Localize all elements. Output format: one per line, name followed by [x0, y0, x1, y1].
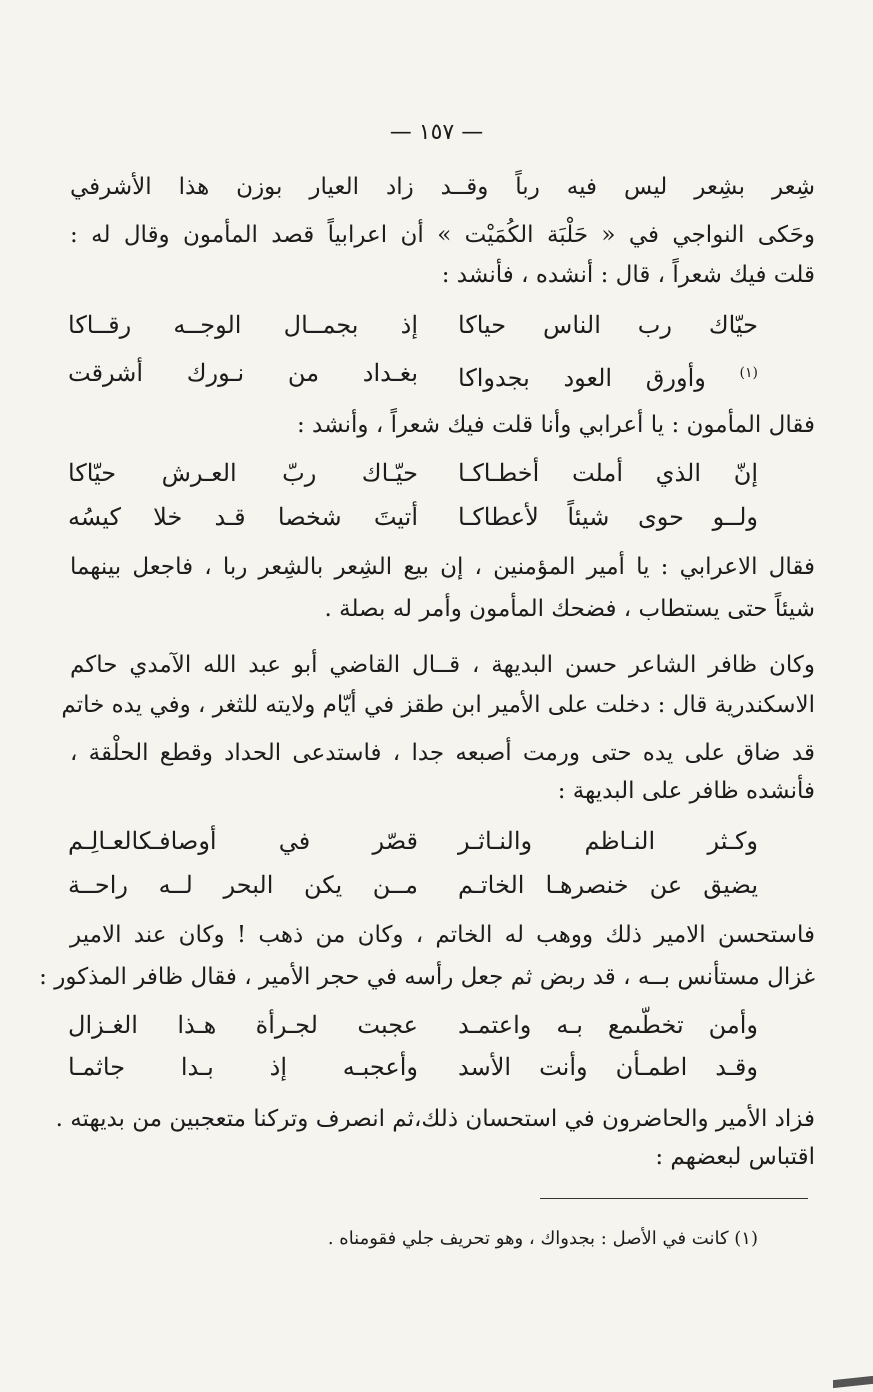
- verse-first-hemistich: [458, 358, 758, 393]
- verse-first-hemistich: حيّاك رب الناس حياكا: [458, 311, 758, 339]
- verse-second-hemistich: مــن يكن البحر لــه راحــة: [68, 871, 418, 899]
- text-line: فقال الاعرابي : يا أمير المؤمنين ، إن بيع الشِعر بالشِعر ربا ، فاجعل بينهما: [70, 554, 815, 580]
- verse-first-hemistich: وقـد اطمـأن وأنت الأسد: [458, 1053, 758, 1081]
- verse-second-hemistich: قصّر في أوصافـكالعـالِـم: [68, 827, 418, 855]
- verse-first-hemistich: ولــو حوى شيئاً لأعطاكـا: [458, 503, 758, 531]
- verse-second-hemistich: حيّـاك ربّ العـرش حيّاكا: [68, 459, 418, 487]
- text-line: فزاد الأمير والحاضرون في استحسان ذلك،ثم انصرف وتركنا متعجبين من بديهته .: [55, 1106, 815, 1132]
- verse-second-hemistich: وأعجبـه إذ بـدا جاثمـا: [68, 1053, 418, 1081]
- text-line: وحَكى النواجي في « حَلْبَة الكُمَيْت » أن اعرابياً قصد المأمون وقال له :: [70, 222, 815, 248]
- verse-second-hemistich: إذ بجمــال الوجــه رقــاكا: [68, 311, 418, 339]
- text-line: شِعر بشِعر ليس فيه رباً وقــد زاد العيار بوزن هذا الأشرفي: [70, 174, 815, 200]
- footnote-divider: [540, 1198, 808, 1199]
- text-line: وكان ظافر الشاعر حسن البديهة ، قــال القاضي أبو عبد الله الآمدي حاكم: [70, 652, 815, 678]
- text-line: غزال مستأنس بــه ، قد ربض ثم جعل رأسه في حجر الأمير ، فقال ظافر المذكور :: [39, 964, 815, 990]
- verse-second-hemistich: بغـداد من نـورك أشرقت: [68, 359, 418, 387]
- text-line: قد ضاق على يده حتى ورمت أصبعه جدا ، فاستدعى الحداد وقطع الحلْقة ،: [70, 740, 816, 766]
- text-line: شيئاً حتى يستطاب ، فضحك المأمون وأمر له بصلة .: [324, 596, 815, 622]
- verse-second-hemistich: أتيتَ شخصا قـد خلا كيسُه: [68, 503, 418, 531]
- verse-text: وأورق العود بجدواكا: [458, 364, 706, 392]
- verse-first-hemistich: وأمن تخطّىمع بـه واعتمـد: [458, 1011, 758, 1039]
- verse-second-hemistich: عجبت لجـرأة هـذا الغـزال: [68, 1011, 418, 1039]
- text-line: قلت فيك شعراً ، قال : أنشده ، فأنشد :: [441, 262, 815, 288]
- text-line: فقال المأمون : يا أعرابي وأنا قلت فيك شعراً ، وأنشد :: [296, 412, 815, 438]
- page-number: — ١٥٧ —: [389, 120, 484, 145]
- text-line: الاسكندرية قال : دخلت على الأمير ابن طقز في أيّام ولايته للثغر ، وفي يده خاتم: [61, 692, 815, 718]
- text-line: فاستحسن الامير ذلك ووهب له الخاتم ، وكان من ذهب ! وكان عند الامير: [70, 922, 815, 948]
- text-line: اقتباس لبعضهم :: [655, 1144, 815, 1170]
- footnote-marker: (١): [739, 365, 758, 381]
- verse-first-hemistich: يضيق عن خنصرهـا الخاتـم: [458, 871, 758, 899]
- verse-first-hemistich: إنّ الذي أملت أخطـاكـا: [458, 459, 758, 487]
- text-line: فأنشده ظافر على البديهة :: [557, 778, 815, 804]
- verse-first-hemistich: وكـثر النـاظم والنـاثـر: [458, 827, 758, 855]
- footnote: (١) كانت في الأصل : بجدواك ، وهو تحريف جلي فقومناه .: [327, 1228, 758, 1249]
- scan-edge-mark: [833, 1376, 873, 1388]
